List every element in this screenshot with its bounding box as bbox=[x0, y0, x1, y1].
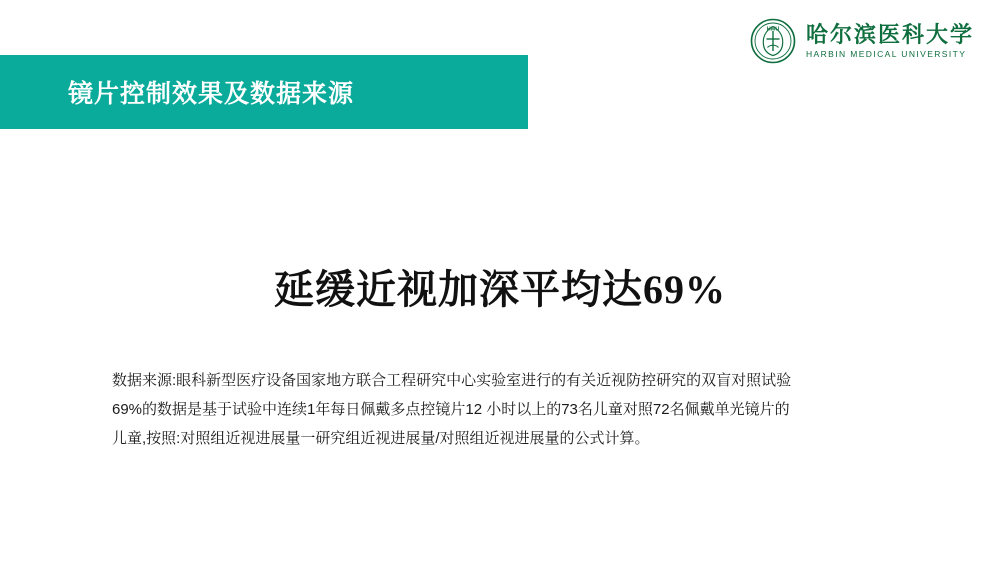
university-logo bbox=[750, 18, 974, 64]
source-paragraph-line: 儿童,按照:对照组近视进展量一研究组近视进展量/对照组近视进展量的公式计算。 bbox=[112, 430, 650, 447]
svg-text:HMU: HMU bbox=[766, 26, 780, 33]
slide-title: 镜片控制效果及数据来源 bbox=[68, 80, 355, 108]
logo-name-en: HARBIN MEDICAL UNIVERSITY bbox=[805, 48, 967, 59]
headline-text: 延缓近视加深平均达69% bbox=[274, 267, 726, 312]
hmu-emblem-icon bbox=[750, 18, 796, 64]
title-banner bbox=[0, 55, 528, 129]
logo-text-block bbox=[805, 21, 974, 59]
source-paragraph bbox=[112, 366, 902, 453]
logo-name-cn: 哈尔滨医科大学 bbox=[805, 21, 974, 47]
source-paragraph-line: 数据来源:眼科新型医疗设备国家地方联合工程研究中心实验室进行的有关近视防控研究的双盲对照试验 bbox=[112, 372, 792, 389]
source-paragraph-line: 69%的数据是基于试验中连续1年每日佩戴多点控镜片12 小时以上的73名儿童对照72名佩戴单光镜片的 bbox=[112, 401, 790, 418]
